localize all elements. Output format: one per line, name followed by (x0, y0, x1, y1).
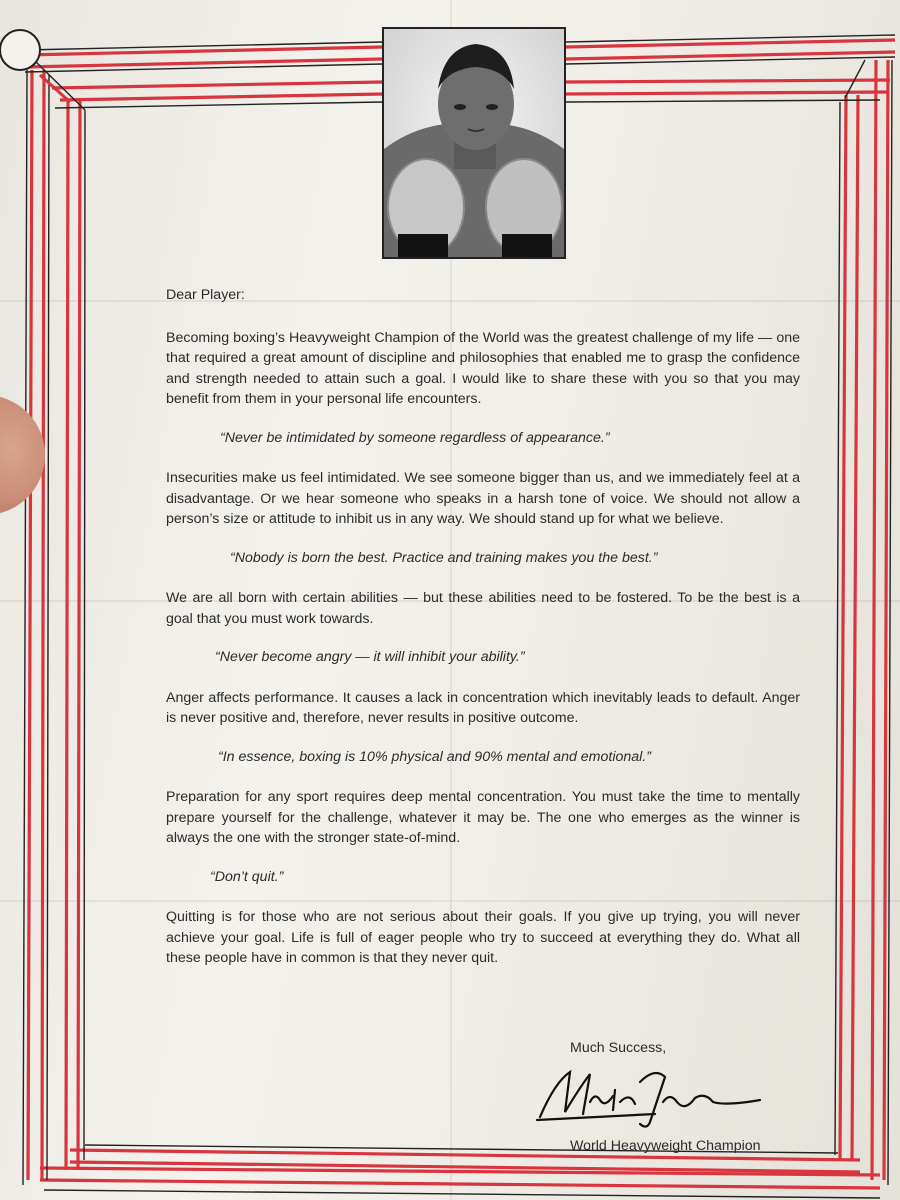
quote-4: “In essence, boxing is 10% physical and 90% mental and emotional.” (218, 748, 651, 765)
intro-paragraph: Becoming boxing’s Heavyweight Champion of the World was the greatest challenge of my life — one that required a great amount of discipline and philosophies that enabled me to grasp the confidence and strength needed to attain such a goal. I would like to share these with you so that you may benefit from them in your personal life encounters. (166, 329, 800, 407)
quote-3: “Never become angry — it will inhibit your ability.” (215, 649, 525, 665)
quote-5: “Don’t quit.” (210, 868, 284, 885)
boxer-portrait-photo (382, 27, 566, 259)
salutation: Dear Player: (166, 287, 245, 303)
signature-icon (535, 1062, 765, 1132)
paragraph-5: Quitting is for those who are not serious about their goals. If you give up trying, you will never achieve your goal. Life is full of eager people who try to succeed at everything they do. What all these people have in common is that they never quit. (166, 909, 800, 966)
paragraph-1: Insecurities make us feel intimidated. We see someone bigger than us, and we immediately feel at a disadvantage. Or we hear someone who speaks in a harsh tone of voice. We should not allow a person’s size or attitude to inhibit us in any way. We should stand up for what we believe. (166, 470, 800, 527)
paragraph-4: Preparation for any sport requires deep mental concentration. You must take the time to mentally prepare yourself for the challenge, whatever it may be. The one who emerges as the winner is always the one with the stronger state-of-mind. (166, 789, 800, 846)
paragraph-3: Anger affects performance. It causes a lack in concentration which inevitably leads to default. Anger is never positive and, therefore, never results in positive outcome. (166, 689, 800, 726)
boxer-portrait-icon (384, 29, 564, 257)
letter-body (160, 285, 800, 969)
quote-2: “Nobody is born the best. Practice and training makes you the best.” (230, 549, 658, 566)
signature-title: World Heavyweight Champion (570, 1138, 761, 1154)
corner-post-icon (0, 30, 40, 70)
quote-1: “Never be intimidated by someone regardless of appearance.” (220, 429, 610, 446)
paragraph-2: We are all born with certain abilities — but these abilities need to be fostered. To be the best is a goal that you must work towards. (166, 590, 800, 627)
closing: Much Success, (570, 1040, 667, 1056)
